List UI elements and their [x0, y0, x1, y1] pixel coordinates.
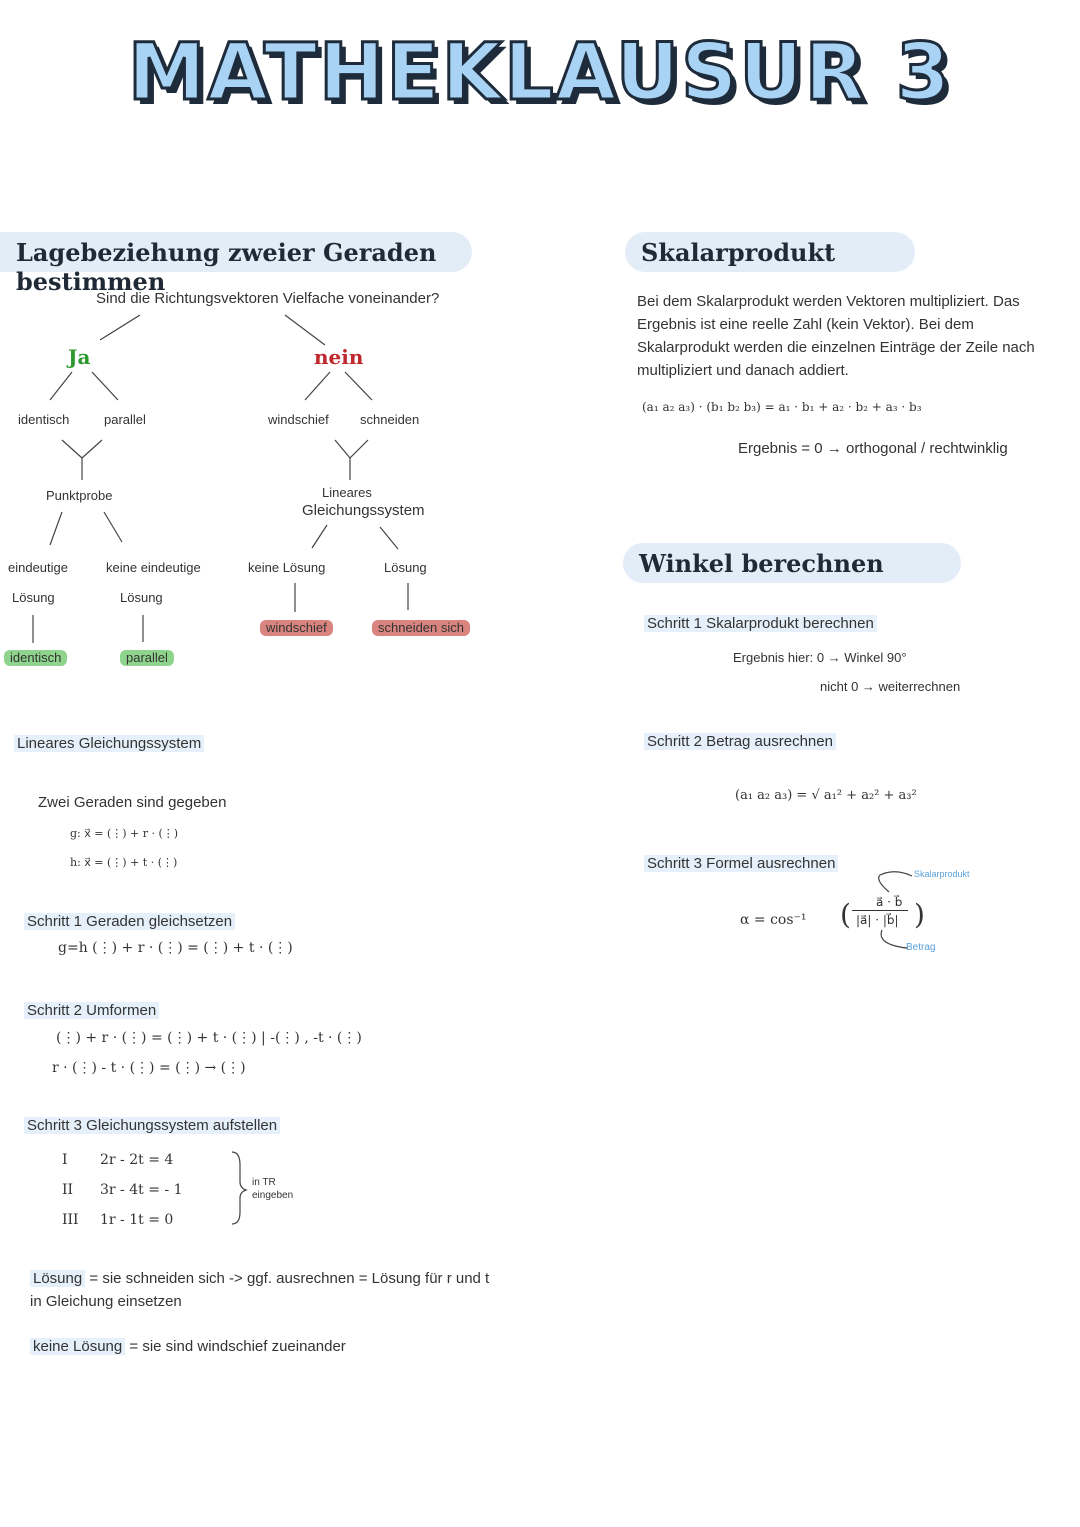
betrag-formula: (a₁ a₂ a₃) = √ a₁² + a₂² + a₃²	[735, 788, 917, 803]
node-lgs-line1: Lineares	[322, 485, 372, 500]
tree-question: Sind die Richtungsvektoren Vielfache voneinander?	[96, 290, 440, 307]
in-tr-label-2: eingeben	[252, 1190, 294, 1201]
node-loesung: Lösung	[384, 560, 427, 575]
keine-loesung-text: = sie sind windschief zueinander	[125, 1338, 346, 1355]
result-windschief-badge: windschief	[260, 620, 333, 636]
schritt2-label: Schritt 2 Umformen	[24, 1002, 159, 1019]
node-windschief: windschief	[268, 412, 329, 427]
keine-loesung-explanation	[30, 1338, 346, 1355]
loesung-explanation-line2: in Gleichung einsetzen	[30, 1293, 182, 1310]
schritt1-label: Schritt 1 Geraden gleichsetzen	[24, 913, 235, 930]
betrag-annotation: Betrag	[906, 942, 936, 953]
schritt2-equation-1: (⋮) + r · (⋮) = (⋮) + t · (⋮) | -(⋮) , -t · (⋮)	[56, 1030, 362, 1046]
node-eindeutige-2: Lösung	[12, 590, 55, 605]
fraction-bar	[852, 910, 908, 911]
winkel-schritt1-label: Schritt 1 Skalarprodukt berechnen	[644, 615, 877, 632]
g-equation: g: x⃗ = (⋮) + r · (⋮)	[70, 827, 179, 840]
winkel-formula-denominator: |a⃗| · |b⃗|	[856, 913, 899, 927]
lgs-heading: Lineares Gleichungssystem	[14, 735, 204, 752]
schritt3-label: Schritt 3 Gleichungssystem aufstellen	[24, 1117, 280, 1134]
system-row-number: II	[62, 1182, 74, 1198]
winkel-schritt3-label: Schritt 3 Formel ausrechnen	[644, 855, 838, 872]
paren-close: )	[914, 898, 925, 931]
section-heading-skalarprodukt: Skalarprodukt	[625, 232, 915, 272]
result-parallel-badge: parallel	[120, 650, 174, 666]
skalarprodukt-paragraph: Bei dem Skalarprodukt werden Vektoren multipliziert. Das Ergebnis ist eine reelle Zahl (kein Vektor). Bei dem Skalarprodukt werden die einzelnen Einträge der Zeile nach multipliziert und danach addiert.	[637, 293, 1035, 379]
h-equation: h: x⃗ = (⋮) + t · (⋮)	[70, 856, 178, 869]
skalarprodukt-formula: (a₁ a₂ a₃) · (b₁ b₂ b₃) = a₁ · b₁ + a₂ · b₂ + a₃ · b₃	[642, 400, 922, 414]
answer-ja: Ja	[68, 345, 91, 369]
node-schneiden: schneiden	[360, 412, 420, 427]
winkel-ergebnis-90: Ergebnis hier: 0 → Winkel 90°	[733, 650, 907, 665]
node-parallel: parallel	[104, 412, 146, 427]
winkel-formula-numerator: a⃗ · b⃗	[876, 895, 903, 909]
winkel-formula-left: α = cos⁻¹	[740, 912, 807, 928]
winkel-ergebnis-weiter: nicht 0 → weiterrechnen	[820, 679, 961, 694]
loesung-explanation-line1	[30, 1270, 489, 1287]
result-identisch-badge: identisch	[4, 650, 67, 666]
schritt1-equation: g=h (⋮) + r · (⋮) = (⋮) + t · (⋮)	[58, 940, 293, 956]
ergebnis-orthogonal: Ergebnis = 0 → orthogonal / rechtwinklig	[738, 440, 1008, 457]
node-lgs-line2: Gleichungssystem	[302, 502, 425, 519]
system-row-number: III	[62, 1212, 79, 1228]
section-heading-lagebeziehung: Lagebeziehung zweier Geraden bestimmen	[0, 232, 472, 272]
zwei-geraden-text: Zwei Geraden sind gegeben	[38, 794, 227, 811]
node-keine-eindeutige-1: keine eindeutige	[106, 560, 201, 575]
node-keine-eindeutige-2: Lösung	[120, 590, 163, 605]
loesung-label: Lösung	[30, 1270, 85, 1287]
node-keine-loesung: keine Lösung	[248, 560, 326, 575]
system-row-equation: 1r - 1t = 0	[100, 1212, 174, 1228]
system-row-number: I	[62, 1152, 68, 1168]
paren-open: (	[840, 898, 851, 931]
system-row-equation: 3r - 4t = - 1	[100, 1182, 183, 1198]
node-punktprobe: Punktprobe	[46, 488, 113, 503]
node-identisch: identisch	[18, 412, 70, 427]
in-tr-label-1: in TR	[252, 1177, 276, 1188]
schritt2-equation-2: r · (⋮) - t · (⋮) = (⋮) → (⋮)	[52, 1060, 246, 1076]
system-row-equation: 2r - 2t = 4	[100, 1152, 174, 1168]
answer-nein: nein	[314, 345, 364, 369]
result-schneiden-badge: schneiden sich	[372, 620, 470, 636]
page-title: MATHEKLAUSUR 3	[127, 28, 953, 118]
skalarprodukt-annotation: Skalarprodukt	[914, 869, 970, 879]
section-heading-winkel: Winkel berechnen	[623, 543, 961, 583]
loesung-text: = sie schneiden sich -> ggf. ausrechnen = Lösung für r und t	[85, 1270, 490, 1287]
winkel-schritt2-label: Schritt 2 Betrag ausrechnen	[644, 733, 836, 750]
keine-loesung-label: keine Lösung	[30, 1338, 125, 1355]
node-eindeutige-1: eindeutige	[8, 560, 68, 575]
